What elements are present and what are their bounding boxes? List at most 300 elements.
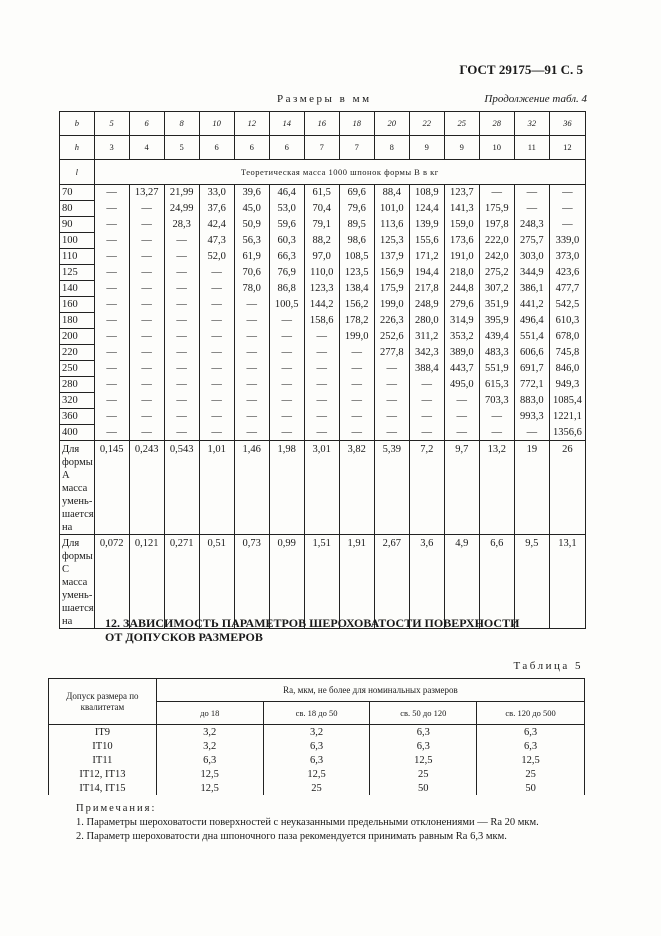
mass-cell: 772,1: [514, 377, 549, 393]
ra-cell: 25: [370, 767, 477, 781]
mass-cell: 79,1: [304, 217, 339, 233]
mass-cell: —: [164, 281, 199, 297]
mass-cell: 1356,6: [549, 425, 585, 441]
mass-cell: —: [94, 249, 129, 265]
mass-cell: —: [199, 265, 234, 281]
length-cell: 70: [60, 185, 95, 201]
mass-cell: —: [199, 393, 234, 409]
note-value: 13,1: [549, 535, 585, 629]
mass-cell: —: [339, 345, 374, 361]
mass-cell: 846,0: [549, 361, 585, 377]
b-value: 5: [94, 112, 129, 136]
mass-cell: —: [164, 345, 199, 361]
mass-cell: —: [164, 297, 199, 313]
mass-cell: —: [164, 265, 199, 281]
mass-cell: —: [94, 425, 129, 441]
table-row: [60, 217, 586, 233]
header-row-l: [60, 160, 586, 185]
mass-cell: —: [199, 281, 234, 297]
mass-cell: 353,2: [444, 329, 479, 345]
mass-cell: —: [129, 217, 164, 233]
table5-header-row: [49, 679, 585, 702]
ra-cell: 12,5: [156, 767, 263, 781]
ra-header: Ra, мкм, не более для номинальных размеров: [156, 679, 584, 702]
mass-cell: 551,9: [479, 361, 514, 377]
mass-cell: 13,27: [129, 185, 164, 201]
mass-cell: —: [94, 409, 129, 425]
dimensions-caption: Размеры в мм: [277, 93, 372, 105]
mass-cell: —: [94, 281, 129, 297]
mass-cell: 61,5: [304, 185, 339, 201]
mass-cell: —: [549, 201, 585, 217]
ra-cell: 6,3: [477, 725, 585, 740]
mass-cell: 275,7: [514, 233, 549, 249]
mass-cell: —: [164, 409, 199, 425]
mass-cell: 311,2: [409, 329, 444, 345]
h-value: 10: [479, 136, 514, 160]
mass-cell: 395,9: [479, 313, 514, 329]
mass-cell: 175,9: [479, 201, 514, 217]
mass-title: Теоретическая масса 1000 шпонок формы В в кг: [94, 160, 585, 185]
mass-cell: 156,2: [339, 297, 374, 313]
mass-cell: —: [234, 345, 269, 361]
b-value: 28: [479, 112, 514, 136]
mass-cell: —: [269, 393, 304, 409]
mass-cell: 542,5: [549, 297, 585, 313]
note-value: 0,51: [199, 535, 234, 629]
b-value: 14: [269, 112, 304, 136]
h-value: 12: [549, 136, 585, 160]
mass-cell: 159,0: [444, 217, 479, 233]
note-value: 6,6: [479, 535, 514, 629]
header-row-h: [60, 136, 586, 160]
mass-cell: 89,5: [339, 217, 374, 233]
mass-cell: 303,0: [514, 249, 549, 265]
b-value: 25: [444, 112, 479, 136]
ra-cell: 3,2: [156, 739, 263, 753]
mass-cell: 139,9: [409, 217, 444, 233]
mass-cell: —: [129, 393, 164, 409]
mass-cell: 373,0: [549, 249, 585, 265]
mass-cell: —: [164, 313, 199, 329]
ra-cell: 3,2: [156, 725, 263, 740]
ra-cell: 6,3: [263, 739, 370, 753]
table-row: [49, 725, 585, 740]
mass-cell: —: [164, 377, 199, 393]
mass-cell: 175,9: [374, 281, 409, 297]
mass-cell: 342,3: [409, 345, 444, 361]
ra-cell: 6,3: [263, 753, 370, 767]
b-value: 22: [409, 112, 444, 136]
mass-cell: 33,0: [199, 185, 234, 201]
mass-cell: —: [234, 361, 269, 377]
mass-cell: —: [409, 409, 444, 425]
ra-cell: 6,3: [370, 725, 477, 740]
mass-cell: —: [94, 329, 129, 345]
ra-cell: 25: [263, 781, 370, 795]
mass-cell: 443,7: [444, 361, 479, 377]
table-row: [49, 767, 585, 781]
table-row: [60, 361, 586, 377]
mass-cell: 1085,4: [549, 393, 585, 409]
mass-cell: 56,3: [234, 233, 269, 249]
quality-cell: IT10: [49, 739, 157, 753]
mass-cell: 53,0: [269, 201, 304, 217]
ra-cell: 3,2: [263, 725, 370, 740]
note-a-row: [60, 441, 586, 535]
length-cell: 320: [60, 393, 95, 409]
length-cell: 360: [60, 409, 95, 425]
mass-cell: 703,3: [479, 393, 514, 409]
mass-cell: 883,0: [514, 393, 549, 409]
mass-cell: 610,3: [549, 313, 585, 329]
mass-cell: 171,2: [409, 249, 444, 265]
mass-cell: 339,0: [549, 233, 585, 249]
b-label: b: [60, 112, 95, 136]
table-row: [60, 377, 586, 393]
mass-cell: —: [304, 409, 339, 425]
ra-cell: 6,3: [156, 753, 263, 767]
ra-cell: 50: [370, 781, 477, 795]
mass-cell: —: [94, 361, 129, 377]
mass-cell: —: [514, 201, 549, 217]
mass-cell: 24,99: [164, 201, 199, 217]
mass-cell: —: [129, 233, 164, 249]
mass-cell: —: [304, 329, 339, 345]
ra-cell: 12,5: [370, 753, 477, 767]
page-header: ГОСТ 29175—91 С. 5: [459, 62, 583, 77]
mass-cell: —: [94, 345, 129, 361]
mass-cell: —: [129, 201, 164, 217]
mass-cell: 108,5: [339, 249, 374, 265]
mass-cell: —: [199, 361, 234, 377]
mass-cell: 496,4: [514, 313, 549, 329]
note-value: 13,2: [479, 441, 514, 535]
mass-cell: —: [304, 361, 339, 377]
mass-cell: —: [374, 425, 409, 441]
mass-cell: 495,0: [444, 377, 479, 393]
mass-cell: —: [129, 361, 164, 377]
ra-cell: 50: [477, 781, 585, 795]
mass-cell: 344,9: [514, 265, 549, 281]
mass-cell: 439,4: [479, 329, 514, 345]
mass-cell: 606,6: [514, 345, 549, 361]
mass-cell: —: [339, 409, 374, 425]
table-row: [60, 265, 586, 281]
mass-cell: —: [269, 425, 304, 441]
mass-cell: 477,7: [549, 281, 585, 297]
mass-cell: —: [269, 361, 304, 377]
mass-cell: —: [234, 313, 269, 329]
mass-cell: 242,0: [479, 249, 514, 265]
b-value: 18: [339, 112, 374, 136]
mass-cell: —: [199, 329, 234, 345]
mass-cell: 279,6: [444, 297, 479, 313]
h-value: 11: [514, 136, 549, 160]
mass-cell: —: [234, 425, 269, 441]
mass-cell: 226,3: [374, 313, 409, 329]
mass-cell: 78,0: [234, 281, 269, 297]
l-label: l: [60, 160, 95, 185]
length-cell: 140: [60, 281, 95, 297]
mass-cell: 248,9: [409, 297, 444, 313]
mass-cell: 194,4: [409, 265, 444, 281]
mass-cell: 108,9: [409, 185, 444, 201]
mass-cell: —: [199, 409, 234, 425]
mass-cell: 745,8: [549, 345, 585, 361]
tolerance-header: Допуск размера по квалитетам: [49, 679, 157, 725]
mass-table: [59, 111, 586, 629]
mass-cell: —: [409, 377, 444, 393]
note-value: 26: [549, 441, 585, 535]
mass-cell: —: [94, 377, 129, 393]
note-value: 1,91: [339, 535, 374, 629]
table-row: [60, 297, 586, 313]
ra-cell: 6,3: [370, 739, 477, 753]
b-value: 12: [234, 112, 269, 136]
h-label: h: [60, 136, 95, 160]
mass-cell: 615,3: [479, 377, 514, 393]
mass-cell: 386,1: [514, 281, 549, 297]
notes-heading: Примечания:: [76, 803, 157, 814]
size-range-header: св. 50 до 120: [370, 702, 477, 725]
mass-cell: —: [94, 217, 129, 233]
note-value: 4,9: [444, 535, 479, 629]
mass-cell: 97,0: [304, 249, 339, 265]
mass-cell: —: [94, 185, 129, 201]
mass-cell: —: [199, 377, 234, 393]
mass-cell: —: [269, 329, 304, 345]
mass-cell: 46,4: [269, 185, 304, 201]
mass-cell: 218,0: [444, 265, 479, 281]
length-cell: 220: [60, 345, 95, 361]
h-value: 8: [374, 136, 409, 160]
mass-cell: —: [269, 377, 304, 393]
h-value: 4: [129, 136, 164, 160]
mass-cell: —: [199, 345, 234, 361]
mass-cell: 141,3: [444, 201, 479, 217]
mass-cell: 275,2: [479, 265, 514, 281]
table-row: [60, 185, 586, 201]
length-cell: 400: [60, 425, 95, 441]
note-value: 9,5: [514, 535, 549, 629]
mass-cell: —: [234, 409, 269, 425]
table-row: [60, 409, 586, 425]
mass-cell: —: [374, 361, 409, 377]
mass-cell: 691,7: [514, 361, 549, 377]
mass-cell: 42,4: [199, 217, 234, 233]
mass-cell: 277,8: [374, 345, 409, 361]
note-value: 9,7: [444, 441, 479, 535]
mass-cell: —: [234, 329, 269, 345]
mass-cell: 50,9: [234, 217, 269, 233]
table-row: [49, 739, 585, 753]
table-row: [60, 249, 586, 265]
ra-cell: 12,5: [156, 781, 263, 795]
mass-cell: —: [479, 185, 514, 201]
mass-cell: 98,6: [339, 233, 374, 249]
mass-cell: 138,4: [339, 281, 374, 297]
mass-cell: 388,4: [409, 361, 444, 377]
mass-cell: 1221,1: [549, 409, 585, 425]
note-value: 3,82: [339, 441, 374, 535]
table5-caption: Таблица 5: [513, 660, 583, 672]
mass-cell: 173,6: [444, 233, 479, 249]
table-row: [60, 281, 586, 297]
h-value: 6: [199, 136, 234, 160]
b-value: 6: [129, 112, 164, 136]
mass-cell: —: [94, 233, 129, 249]
note-value: 1,01: [199, 441, 234, 535]
mass-cell: 197,8: [479, 217, 514, 233]
mass-cell: —: [164, 329, 199, 345]
mass-cell: —: [199, 297, 234, 313]
length-cell: 250: [60, 361, 95, 377]
h-value: 6: [269, 136, 304, 160]
mass-cell: 483,3: [479, 345, 514, 361]
table-row: [49, 753, 585, 767]
b-value: 10: [199, 112, 234, 136]
note-label: Для формы А масса умень-шается на: [60, 441, 95, 535]
note-value: 0,072: [94, 535, 129, 629]
mass-cell: —: [339, 377, 374, 393]
h-value: 9: [444, 136, 479, 160]
note-value: 1,46: [234, 441, 269, 535]
mass-cell: 949,3: [549, 377, 585, 393]
mass-cell: 222,0: [479, 233, 514, 249]
mass-cell: 993,3: [514, 409, 549, 425]
mass-cell: 125,3: [374, 233, 409, 249]
length-cell: 200: [60, 329, 95, 345]
mass-cell: 137,9: [374, 249, 409, 265]
mass-cell: 86,8: [269, 281, 304, 297]
table-row: [60, 233, 586, 249]
mass-cell: —: [549, 185, 585, 201]
h-value: 9: [409, 136, 444, 160]
notes: [76, 802, 539, 844]
ra-cell: 25: [477, 767, 585, 781]
ra-cell: 6,3: [477, 739, 585, 753]
length-cell: 100: [60, 233, 95, 249]
size-range-header: до 18: [156, 702, 263, 725]
mass-cell: 123,7: [444, 185, 479, 201]
mass-cell: 60,3: [269, 233, 304, 249]
mass-cell: 678,0: [549, 329, 585, 345]
mass-cell: 70,4: [304, 201, 339, 217]
mass-cell: —: [129, 249, 164, 265]
length-cell: 160: [60, 297, 95, 313]
table-row: [60, 329, 586, 345]
table-row: [60, 201, 586, 217]
note-value: 7,2: [409, 441, 444, 535]
mass-cell: 66,3: [269, 249, 304, 265]
mass-cell: —: [479, 425, 514, 441]
mass-cell: 88,4: [374, 185, 409, 201]
mass-cell: 158,6: [304, 313, 339, 329]
mass-cell: —: [129, 313, 164, 329]
mass-cell: 280,0: [409, 313, 444, 329]
mass-cell: —: [129, 345, 164, 361]
continuation-caption: Продолжение табл. 4: [484, 93, 587, 105]
mass-cell: 217,8: [409, 281, 444, 297]
ra-cell: 12,5: [263, 767, 370, 781]
mass-cell: —: [234, 297, 269, 313]
mass-cell: 79,6: [339, 201, 374, 217]
mass-cell: —: [444, 409, 479, 425]
note-value: 3,6: [409, 535, 444, 629]
size-range-header: св. 120 до 500: [477, 702, 585, 725]
note-value: 1,51: [304, 535, 339, 629]
mass-cell: —: [164, 361, 199, 377]
mass-cell: 100,5: [269, 297, 304, 313]
mass-cell: —: [129, 425, 164, 441]
size-range-header: св. 18 до 50: [263, 702, 370, 725]
table-row: [60, 313, 586, 329]
note-value: 0,145: [94, 441, 129, 535]
note-value: 0,99: [269, 535, 304, 629]
mass-cell: 252,6: [374, 329, 409, 345]
mass-cell: —: [269, 409, 304, 425]
quality-cell: IT9: [49, 725, 157, 740]
quality-cell: IT11: [49, 753, 157, 767]
mass-cell: —: [409, 425, 444, 441]
mass-cell: —: [129, 409, 164, 425]
b-value: 32: [514, 112, 549, 136]
mass-cell: 441,2: [514, 297, 549, 313]
mass-cell: 314,9: [444, 313, 479, 329]
ra-cell: 12,5: [477, 753, 585, 767]
b-value: 20: [374, 112, 409, 136]
mass-cell: 37,6: [199, 201, 234, 217]
mass-cell: 52,0: [199, 249, 234, 265]
mass-cell: 61,9: [234, 249, 269, 265]
mass-cell: 199,0: [374, 297, 409, 313]
mass-cell: —: [339, 393, 374, 409]
mass-cell: —: [164, 249, 199, 265]
mass-cell: 144,2: [304, 297, 339, 313]
mass-cell: 551,4: [514, 329, 549, 345]
mass-cell: —: [94, 265, 129, 281]
mass-cell: —: [339, 361, 374, 377]
mass-cell: 69,6: [339, 185, 374, 201]
note-2: 2. Параметр шероховатости дна шпоночного паза рекомендуется принимать равным Ra 6,3 мкм.: [76, 831, 507, 842]
mass-cell: —: [444, 425, 479, 441]
note-value: 3,01: [304, 441, 339, 535]
section-title: 12. ЗАВИСИМОСТЬ ПАРАМЕТРОВ ШЕРОХОВАТОСТИ ПОВЕРХНОСТИ ОТ ДОПУСКОВ РАЗМЕРОВ: [105, 616, 520, 644]
b-value: 16: [304, 112, 339, 136]
h-value: 7: [304, 136, 339, 160]
mass-cell: —: [94, 201, 129, 217]
mass-cell: —: [374, 393, 409, 409]
quality-cell: IT12, IT13: [49, 767, 157, 781]
length-cell: 90: [60, 217, 95, 233]
note-value: 0,243: [129, 441, 164, 535]
note-value: 2,67: [374, 535, 409, 629]
note-1: 1. Параметры шероховатости поверхностей с неуказанными предельными отклонениями — Ra 20 мкм.: [76, 817, 539, 828]
mass-cell: 155,6: [409, 233, 444, 249]
note-value: 1,98: [269, 441, 304, 535]
mass-cell: —: [374, 409, 409, 425]
mass-cell: 28,3: [164, 217, 199, 233]
note-label: Для формы С масса умень-шается на: [60, 535, 95, 629]
mass-cell: —: [514, 425, 549, 441]
mass-cell: 389,0: [444, 345, 479, 361]
length-cell: 280: [60, 377, 95, 393]
mass-cell: —: [304, 425, 339, 441]
mass-cell: —: [304, 377, 339, 393]
mass-cell: —: [199, 313, 234, 329]
roughness-table: [48, 678, 585, 795]
